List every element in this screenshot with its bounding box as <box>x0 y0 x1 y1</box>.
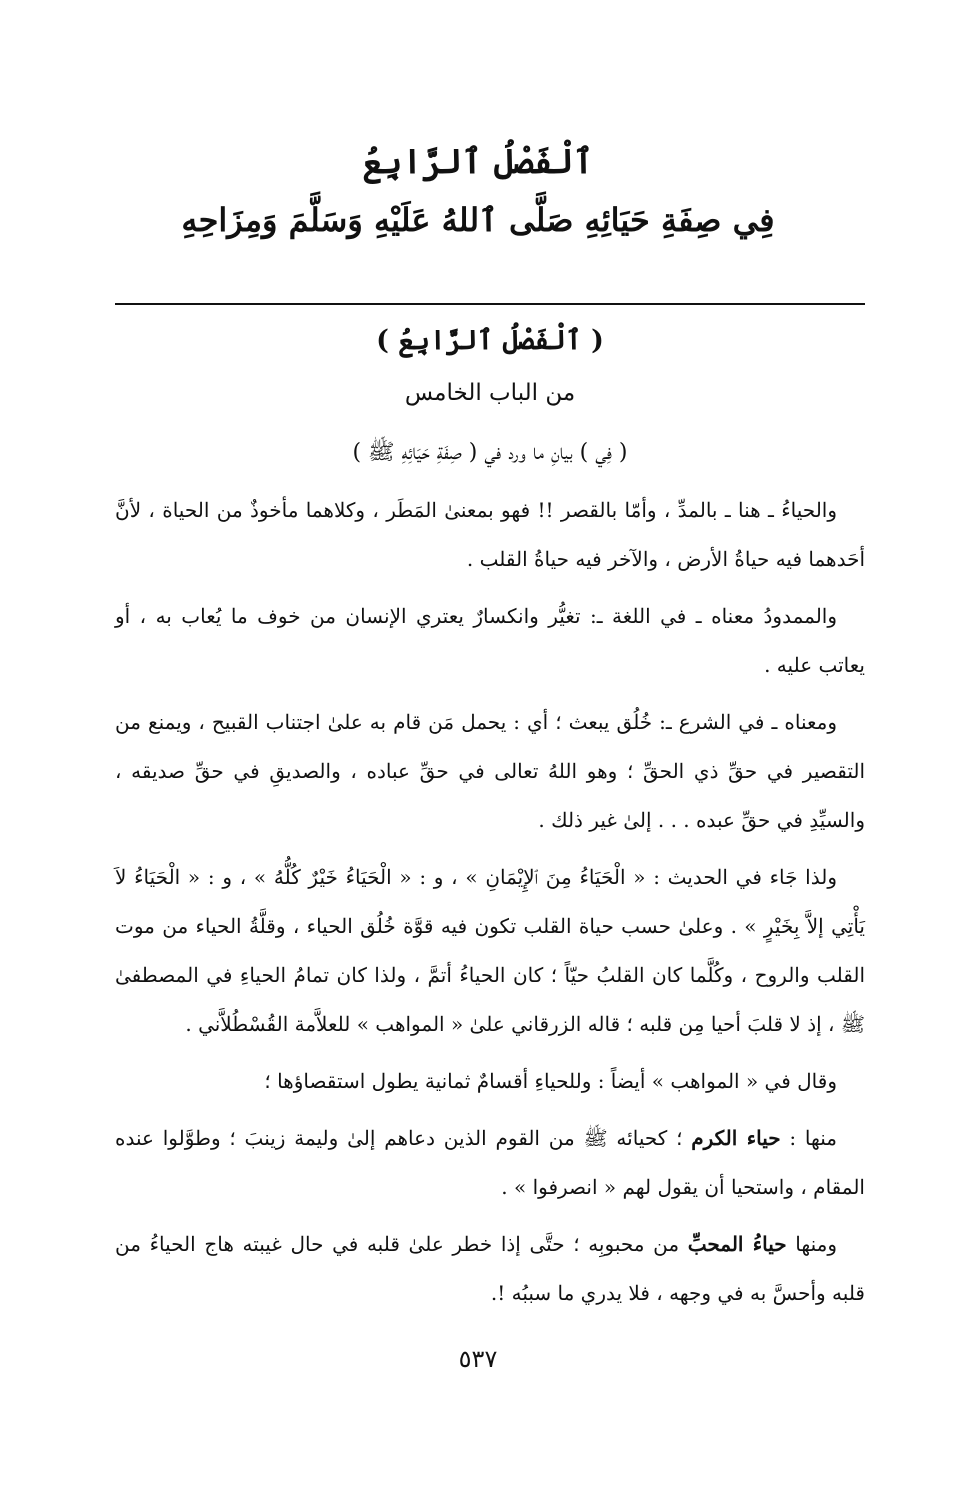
paragraph-linguistic-meaning: والممدودُ معناه ـ في اللغة ـ: تغيُّر وانكسارٌ يعتري الإنسان من خوف ما يُعاب به ، أو يعاتب عليه . <box>115 604 865 677</box>
commentary-subtitle: من الباب الخامس <box>404 380 576 406</box>
paragraph-haya-al-muhib <box>115 1220 865 1318</box>
section-heading: ( فِي ) بيانِ ما ورد في ( صِفَةِ حَيَائِهِ ﷺ ) <box>352 440 628 465</box>
paragraph-rest: ؛ كحيائه ﷺ من القوم الذين دعاهم إلىٰ وليمة زينبَ ؛ وطوَّلوا عنده المقام ، واستحيا أن يقول لهم « انصرفوا » . <box>115 1126 865 1199</box>
paragraph-haya-al-karam <box>115 1114 865 1212</box>
paragraph-mawahib: وقال في « المواهب » أيضاً : وللحياءِ أقسامٌ ثمانية يطول استقصاؤها ؛ <box>264 1069 837 1093</box>
chapter-subtitle: فِي صِفَةِ حَيَائِهِ صَلَّى ٱللهُ عَلَيْهِ وَسَلَّمَ وَمِزَاحِهِ <box>181 201 775 239</box>
body-text <box>115 486 865 1326</box>
paragraph-definition: والحياءُ ـ هنا ـ بالمدِّ ، وأمّا بالقصر !! فهو بمعنىٰ المَطَر ، وكلاهما مأخوذٌ من الحياة ، لأنَّ أحَدهما فيه حياةُ الأرض ، والآخر فيه حياةُ القلب . <box>115 498 865 571</box>
keyword-haya-al-karam: حياء الكرم <box>691 1126 781 1150</box>
commentary-title: ( ٱلْفَصْلُ ٱلرَّابِعُ ) <box>376 325 604 356</box>
keyword-haya-al-muhib: حياءُ المحبِّ <box>687 1232 787 1256</box>
header-divider <box>115 303 865 305</box>
paragraph-hadith: ولذا جَاء في الحديث : « الْحَيَاءُ مِنَ ٱلإِيْمَانِ » ، و : « الْحَيَاءُ خَيْرٌ كُلُّهُ » ، و : « الْحَيَاءُ لاَ يَأْتِي إلاَّ بِخَيْرٍ » . وعلىٰ حسب حياة القلب تكون فيه قوَّة خُلُق الحياء ، وقلَّةُ الحياء من موت القلب والروح ، وكُلَّما كان القلبُ حيّاً ؛ كان الحياءُ أتمَّ ، ولذا كان تمامُ الحياءِ في المصطفىٰ ﷺ ، إذ لا قلبَ أحيا مِن قلبه ؛ قاله الزرقاني علىٰ « المواهب » للعلاَّمة القُسْطُلاَّني . <box>115 865 865 1036</box>
chapter-title: ٱلْفَصْلُ ٱلرَّابِعُ <box>362 142 594 182</box>
paragraph-lead: ومنها <box>786 1232 837 1256</box>
paragraph-lead: منها : <box>780 1126 837 1150</box>
page-number: ٥٣٧ <box>458 1345 498 1373</box>
paragraph-legal-meaning: ومعناه ـ في الشرع ـ: خُلُق يبعث ؛ أي : يحمل مَن قام به علىٰ اجتناب القبيح ، ويمنع من التقصير في حقِّ ذي الحقِّ ؛ وهو اللهُ تعالى في حقِّ عباده ، والصديقِ في حقِّ صديقه ، والسيِّدِ في حقِّ عبده . . . إلىٰ غير ذلك . <box>115 710 866 832</box>
paragraph-rest: من محبوبِه ؛ حتَّى إذا خطر علىٰ قلبه في حال غيبته هاج الحياءُ من قلبه وأحسَّ به في وجهه ، فلا يدري ما سببُه !. <box>115 1232 865 1305</box>
